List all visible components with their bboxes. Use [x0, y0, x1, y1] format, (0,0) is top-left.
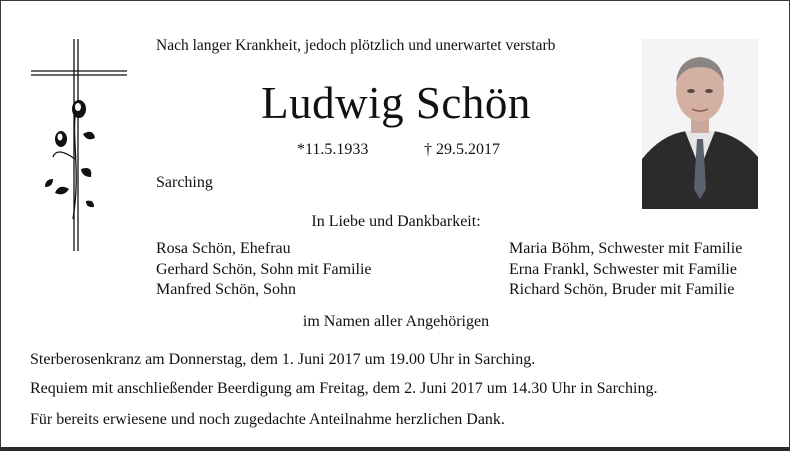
mourner-item: Rosa Schön, Ehefrau	[156, 240, 291, 257]
requiem-info: Requiem mit anschließender Beerdigung am Freitag, dem 2. Juni 2017 um 14.30 Uhr in Sarching.	[30, 380, 658, 397]
portrait-photo	[642, 39, 758, 209]
mourner-item: Gerhard Schön, Sohn mit Familie	[156, 260, 372, 278]
mourner-item: Maria Böhm, Schwester mit Familie	[509, 240, 743, 257]
mourner-item: Richard Schön, Bruder mit Familie	[509, 281, 735, 298]
death-date: † 29.5.2017	[424, 141, 500, 158]
dankbarkeit-heading: In Liebe und Dankbarkeit:	[311, 213, 481, 230]
deceased-name: Ludwig Schön	[261, 78, 531, 128]
mourner-item: Erna Frankl, Schwester mit Familie	[509, 260, 737, 278]
mourners-left-list	[156, 239, 372, 301]
all-relatives-text: im Namen aller Angehörigen	[302, 313, 490, 330]
place-name: Sarching	[156, 174, 213, 191]
intro-text: Nach langer Krankheit, jedoch plötzlich und unerwartet verstarb	[156, 37, 556, 54]
mourner-item: Manfred Schön, Sohn	[156, 281, 296, 298]
mourners-right-list	[509, 239, 742, 301]
birth-date: *11.5.1933	[297, 141, 369, 158]
thanks-text: Für bereits erwiesene und noch zugedachte Anteilnahme herzlichen Dank.	[30, 411, 505, 428]
rosary-info: Sterberosenkranz am Donnerstag, dem 1. Juni 2017 um 19.00 Uhr in Sarching.	[30, 351, 536, 368]
